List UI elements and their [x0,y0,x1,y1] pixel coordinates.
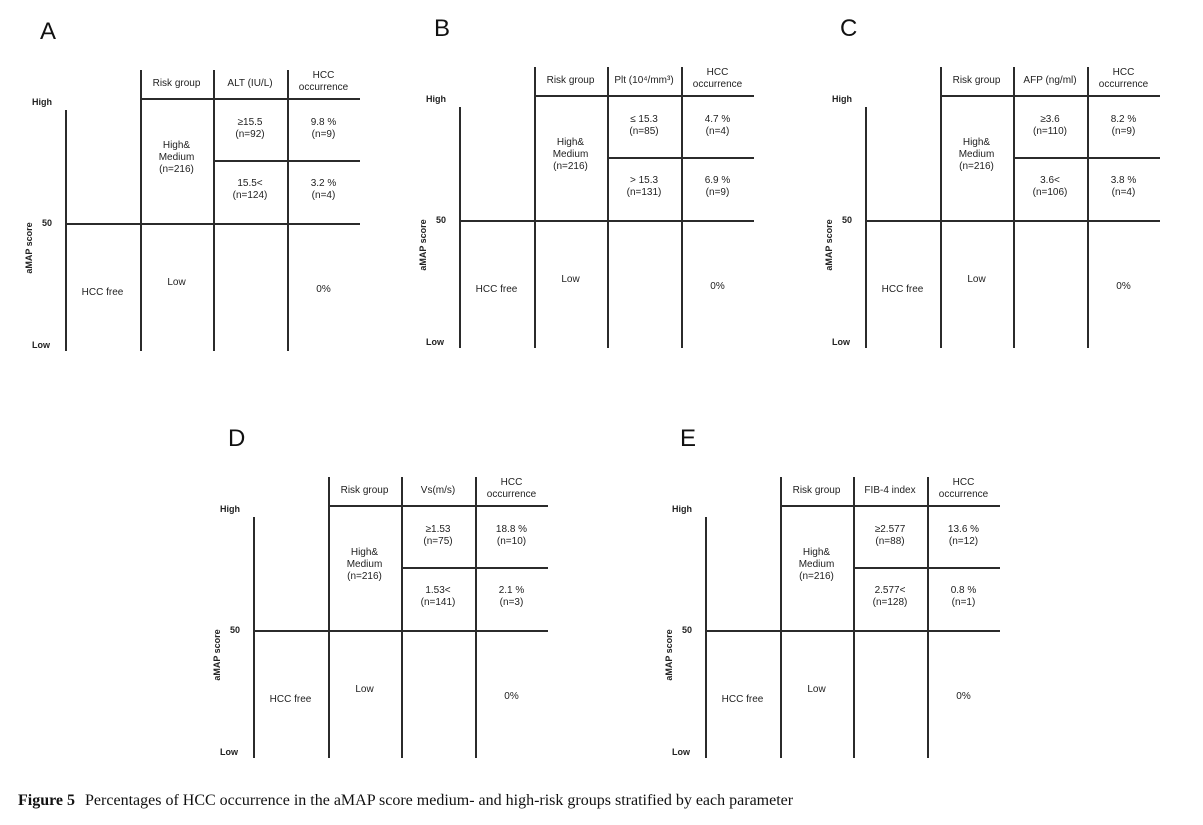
y-tick-low: Low [832,337,850,347]
low-occurrence: 0% [316,284,331,295]
lower-cutoff: 1.53< (n=141) [420,585,456,608]
lower-occurrence: 0.8 % (n=1) [950,585,977,608]
header-parameter: FIB-4 index [864,485,916,496]
y-tick-50: 50 [682,625,693,635]
divider-line [287,70,289,351]
lower-occurrence: 6.9 % (n=9) [704,175,731,198]
upper-cutoff: ≥15.5 (n=92) [235,117,265,140]
hcc-free-label: HCC free [881,284,924,295]
upper-occurrence: 8.2 % (n=9) [1110,114,1137,137]
risk-group-high-medium: High& Medium (n=216) [798,547,835,582]
split-line [1013,157,1160,159]
low-occurrence: 0% [1116,281,1131,292]
y-tick-high: High [32,97,52,107]
divider-line [853,477,855,758]
hcc-free-label: HCC free [269,694,312,705]
divider-line [927,477,929,758]
low-occurrence: 0% [710,281,725,292]
header-risk-group: Risk group [546,75,595,86]
header-hcc-occurrence: HCC occurrence [1098,67,1149,90]
lower-cutoff: 15.5< (n=124) [232,178,268,201]
panel-e [664,425,1040,770]
divider-line [328,477,330,758]
risk-group-high-medium: High& Medium (n=216) [552,137,589,172]
header-parameter: Vs(m/s) [420,485,456,496]
caption-text: Percentages of HCC occurrence in the aMAP score medium- and high-risk groups stratified by each parameter [85,792,794,809]
panel-letter: A [40,18,57,45]
header-line [780,505,1000,507]
y-axis-label: aMAP score [664,629,674,681]
hcc-free-label: HCC free [81,287,124,298]
divider-line [780,477,782,758]
upper-cutoff: ≥2.577 (n=88) [874,524,906,547]
hcc-free-label: HCC free [475,284,518,295]
hcc-free-label: HCC free [721,694,764,705]
cutoff-line [865,220,1160,222]
upper-occurrence: 9.8 % (n=9) [310,117,337,140]
lower-occurrence: 3.2 % (n=4) [310,178,337,201]
panel-d [212,425,588,770]
header-parameter: ALT (IU/L) [227,78,273,89]
panel-letter: C [840,15,858,42]
y-axis-label: aMAP score [824,219,834,271]
header-risk-group: Risk group [152,78,201,89]
y-tick-high: High [220,504,240,514]
lower-occurrence: 3.8 % (n=4) [1110,175,1137,198]
divider-line [213,70,215,351]
risk-group-low: Low [355,684,374,695]
y-axis-label: aMAP score [418,219,428,271]
axis-line [865,107,867,348]
upper-cutoff: ≥1.53 (n=75) [423,524,453,547]
risk-group-high-medium: High& Medium (n=216) [346,547,383,582]
risk-group-low: Low [167,277,186,288]
y-tick-low: Low [672,747,690,757]
split-line [213,160,360,162]
figure-caption [18,792,1198,810]
divider-line [1087,67,1089,348]
divider-line [401,477,403,758]
y-tick-high: High [426,94,446,104]
y-tick-high: High [672,504,692,514]
header-parameter: Plt (10⁴/mm³) [614,75,674,86]
lower-occurrence: 2.1 % (n=3) [498,585,525,608]
axis-line [65,110,67,351]
header-hcc-occurrence: HCC occurrence [938,477,989,500]
cutoff-line [65,223,360,225]
divider-line [140,70,142,351]
divider-line [607,67,609,348]
split-line [607,157,754,159]
y-tick-50: 50 [42,218,53,228]
lower-cutoff: > 15.3 (n=131) [626,175,662,198]
low-occurrence: 0% [504,691,519,702]
header-hcc-occurrence: HCC occurrence [486,477,537,500]
panel-letter: B [434,15,451,42]
divider-line [681,67,683,348]
header-parameter: AFP (ng/ml) [1023,75,1077,86]
header-risk-group: Risk group [340,485,389,496]
lower-cutoff: 2.577< (n=128) [872,585,908,608]
y-axis-label: aMAP score [212,629,222,681]
axis-line [253,517,255,758]
upper-occurrence: 13.6 % (n=12) [947,524,980,547]
panel-b [418,15,794,360]
divider-line [475,477,477,758]
risk-group-high-medium: High& Medium (n=216) [958,137,995,172]
split-line [853,567,1000,569]
header-line [940,95,1160,97]
lower-cutoff: 3.6< (n=106) [1032,175,1068,198]
cutoff-line [253,630,548,632]
y-tick-low: Low [426,337,444,347]
header-line [534,95,754,97]
y-tick-low: Low [220,747,238,757]
y-axis-label: aMAP score [24,222,34,274]
header-hcc-occurrence: HCC occurrence [692,67,743,90]
divider-line [940,67,942,348]
header-line [140,98,360,100]
header-line [328,505,548,507]
upper-cutoff: ≥3.6 (n=110) [1032,114,1068,137]
header-risk-group: Risk group [792,485,841,496]
header-risk-group: Risk group [952,75,1001,86]
axis-line [705,517,707,758]
panel-letter: D [228,425,246,452]
cutoff-line [459,220,754,222]
panel-a [24,18,400,363]
header-hcc-occurrence: HCC occurrence [298,70,349,93]
risk-group-low: Low [561,274,580,285]
divider-line [534,67,536,348]
panel-letter: E [680,425,697,452]
split-line [401,567,548,569]
upper-occurrence: 18.8 % (n=10) [495,524,528,547]
y-tick-50: 50 [230,625,241,635]
y-tick-50: 50 [842,215,853,225]
y-tick-high: High [832,94,852,104]
axis-line [459,107,461,348]
risk-group-low: Low [807,684,826,695]
cutoff-line [705,630,1000,632]
upper-cutoff: ≤ 15.3 (n=85) [629,114,659,137]
upper-occurrence: 4.7 % (n=4) [704,114,731,137]
risk-group-high-medium: High& Medium (n=216) [158,140,195,175]
risk-group-low: Low [967,274,986,285]
low-occurrence: 0% [956,691,971,702]
divider-line [1013,67,1015,348]
y-tick-50: 50 [436,215,447,225]
y-tick-low: Low [32,340,50,350]
panel-c [824,15,1200,360]
caption-label: Figure 5 [18,792,76,809]
